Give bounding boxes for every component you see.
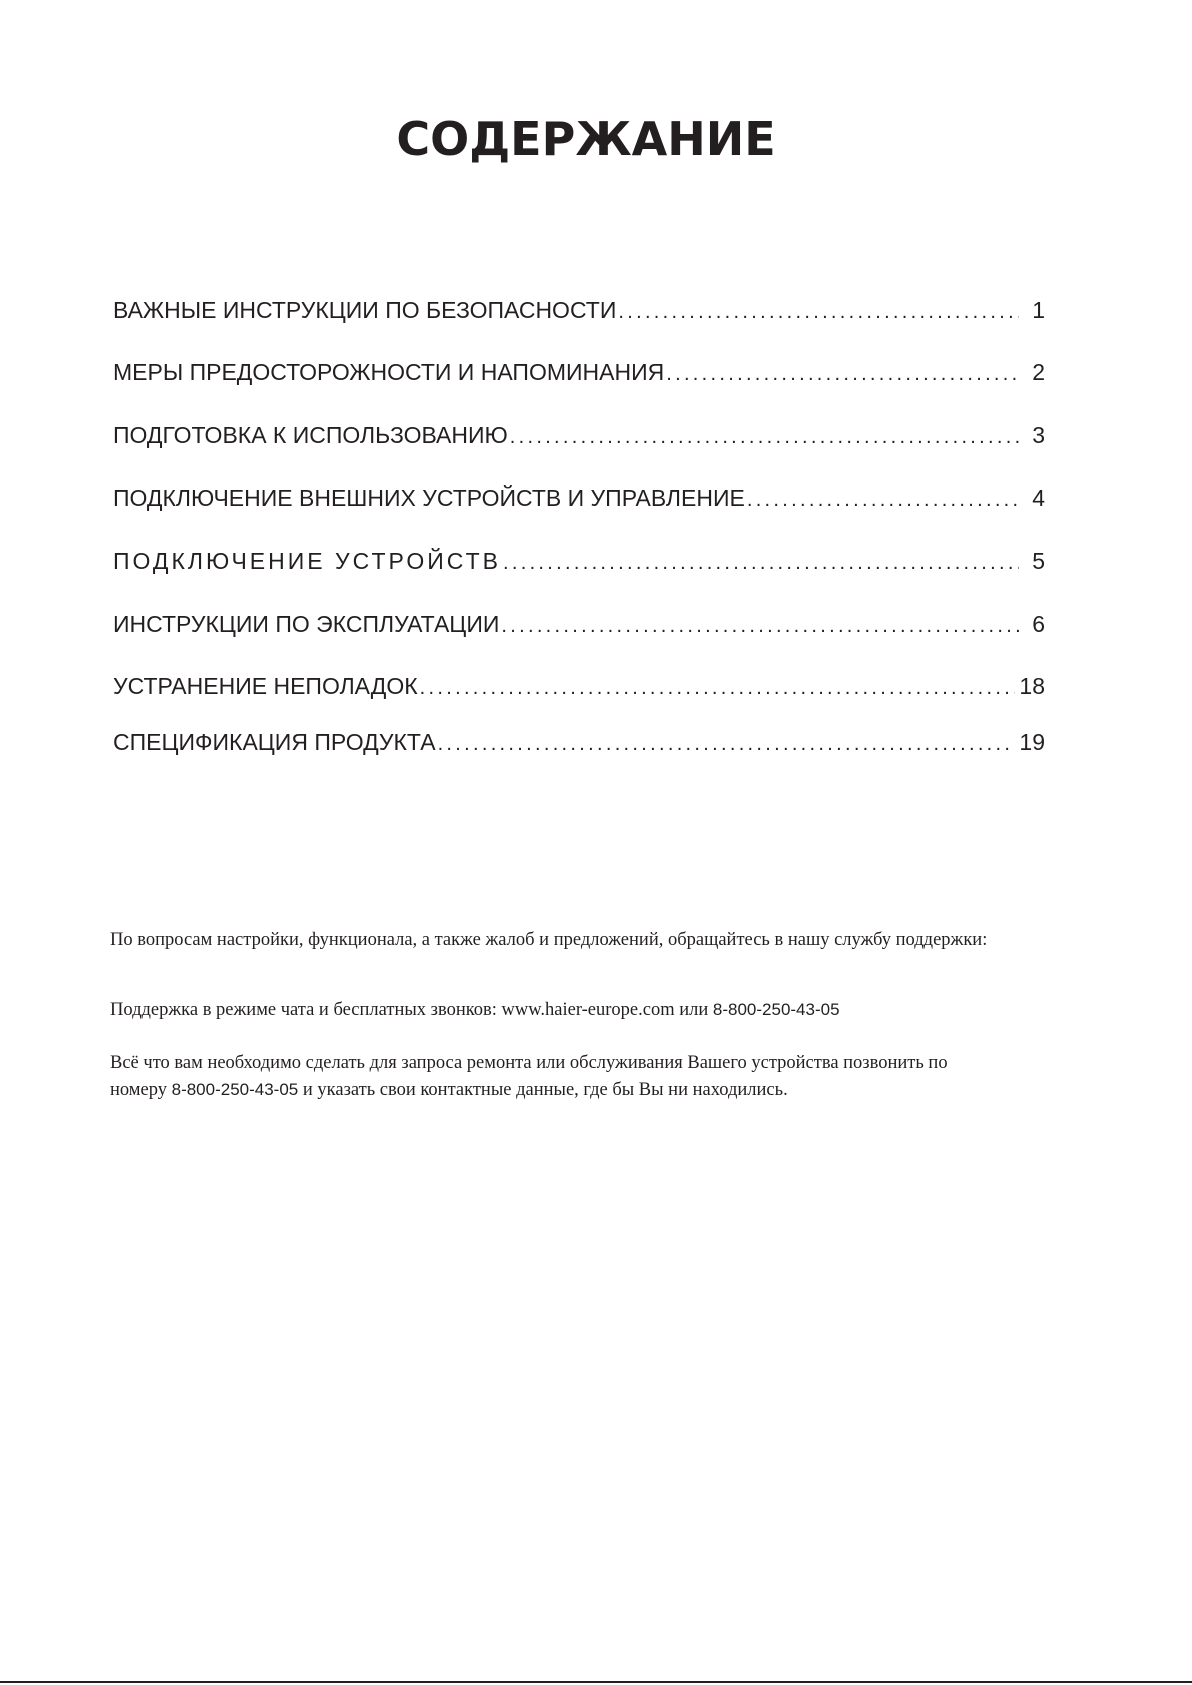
support-chat-text: Поддержка в режиме чата и бесплатных звонков: www.haier-europe.com или [110, 1000, 713, 1020]
toc-entry[interactable] [113, 668, 1045, 700]
support-repair-line1: Всё что вам необходимо сделать для запроса ремонта или обслуживания Вашего устройства позвонить по [110, 1053, 948, 1073]
toc-entry[interactable] [113, 480, 1045, 512]
toc-entry-page: 2 [1032, 359, 1045, 385]
toc-dot-leader [438, 732, 1016, 756]
toc-entry-page: 4 [1032, 485, 1045, 511]
toc-entry-page: 1 [1032, 297, 1045, 323]
toc-entry-label: ВАЖНЫЕ ИНСТРУКЦИИ ПО БЕЗОПАСНОСТИ [113, 297, 617, 323]
toc-entry-page: 18 [1019, 673, 1045, 699]
toc-entry[interactable] [113, 543, 1045, 575]
support-repair-suffix: и указать свои контактные данные, где бы Вы ни находились. [298, 1080, 788, 1100]
toc-entry[interactable] [113, 354, 1045, 386]
toc-entry-label: ПОДКЛЮЧЕНИЕ ВНЕШНИХ УСТРОЙСТВ И УПРАВЛЕНИЕ [113, 485, 745, 511]
toc-dot-leader [503, 551, 1019, 575]
support-repair-phone[interactable]: 8-800-250-43-05 [171, 1080, 299, 1099]
support-intro: По вопросам настройки, функционала, а также жалоб и предложений, обращайтесь в нашу службу поддержки: [110, 930, 988, 950]
page-title: СОДЕРЖАНИЕ [396, 112, 776, 166]
toc-entry-label: МЕРЫ ПРЕДОСТОРОЖНОСТИ И НАПОМИНАНИЯ [113, 359, 665, 385]
toc-entry-page: 19 [1019, 729, 1045, 755]
toc-entry-label: СПЕЦИФИКАЦИЯ ПРОДУКТА [113, 729, 436, 755]
toc-entry-label: ПОДГОТОВКА К ИСПОЛЬЗОВАНИЮ [113, 422, 508, 448]
support-phone[interactable]: 8-800-250-43-05 [712, 1000, 840, 1019]
toc-entry-label: УСТРАНЕНИЕ НЕПОЛАДОК [113, 673, 418, 699]
toc-entry-label: ПОДКЛЮЧЕНИЕ УСТРОЙСТВ [113, 548, 501, 574]
toc-entry[interactable] [113, 724, 1045, 756]
toc-dot-leader [618, 300, 1019, 324]
toc-dot-leader [510, 425, 1019, 449]
toc-dot-leader [420, 676, 1016, 700]
support-repair-line2 [110, 1080, 788, 1101]
toc-entry-page: 5 [1032, 548, 1045, 574]
toc-dot-leader [747, 488, 1019, 512]
bottom-divider [0, 1681, 1192, 1683]
support-repair-prefix: номеру [110, 1080, 172, 1100]
toc-entry-page: 6 [1032, 611, 1045, 637]
support-chat-line [110, 1000, 840, 1021]
toc-dot-leader [501, 614, 1019, 638]
toc-entry[interactable] [113, 292, 1045, 324]
toc-entry[interactable] [113, 606, 1045, 638]
toc-entry[interactable] [113, 417, 1045, 449]
toc-entry-page: 3 [1032, 422, 1045, 448]
toc-entry-label: ИНСТРУКЦИИ ПО ЭКСПЛУАТАЦИИ [113, 611, 500, 637]
toc-dot-leader [666, 362, 1019, 386]
